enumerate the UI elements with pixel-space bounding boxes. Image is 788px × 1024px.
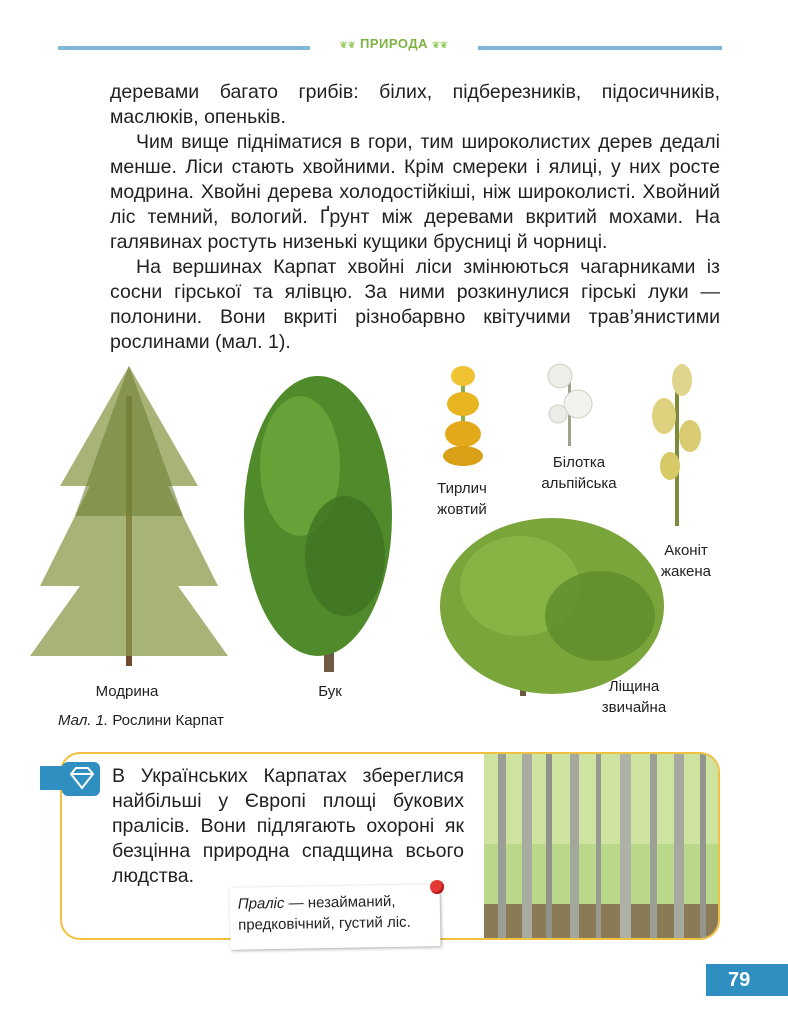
edelweiss-flower-image: [548, 364, 592, 446]
beech-forest-photo: [484, 754, 718, 938]
larch-label: Модрина: [95, 683, 159, 700]
hazel-label: Ліщина звичайна: [601, 678, 667, 716]
pin-icon: [430, 880, 444, 894]
definition-note: [229, 884, 440, 950]
fact-text: В Українських Карпатах збереглися найбільші у Європі площі букових пралісів. Вони підлягають охороні як безцінна природна спадщина всього людства.: [112, 765, 464, 887]
plants-illustration: [0, 356, 788, 706]
aconite-label: Аконіт жакена: [660, 542, 712, 580]
body-text: [110, 80, 720, 355]
larch-tree-image: [30, 366, 228, 666]
caption-ref: Мал. 1.: [58, 712, 109, 729]
paragraph: На вершинах Карпат хвойні ліси змінюються чагарниками із сосни гірської та ялівцю. За ними розкинулися гірські луки — полонини. Вони вкриті різнобарвно квітучими трав’янистими рослинами (мал. 1).: [110, 256, 720, 353]
leaf-ornament-icon: ❦❦: [339, 40, 356, 50]
hazel-bush-image: [440, 518, 664, 696]
figure-caption: [58, 712, 224, 729]
paragraph: Чим вище підніматися в гори, тим широколистих дерев дедалі менше. Ліси стають хвойними. Крім смереки і ялиці, у них росте модрина. Хвойні дерева холодостійкіші, ніж широколисті. Хвойний ліс темний, вологий. Ґрунт між деревами вкритий мохами. На галявинах ростуть низенькі кущики брусниці й чорниці.: [110, 131, 720, 253]
note-definition: — незайманий, предковічний, густий ліс.: [237, 892, 411, 934]
gentian-label: Тирлич жовтий: [437, 480, 487, 518]
header-rule-left: [58, 46, 310, 50]
section-header: [312, 36, 476, 51]
beech-label: Бук: [318, 683, 342, 700]
caption-text: Рослини Карпат: [112, 712, 224, 729]
section-title: ПРИРОДА: [360, 36, 428, 51]
leaf-ornament-icon: ❦❦: [432, 40, 449, 50]
header-rule-right: [478, 46, 722, 50]
beech-tree-image: [244, 376, 392, 672]
diamond-icon: [40, 760, 102, 798]
page-number: 79: [728, 969, 751, 991]
aconite-flower-image: [652, 364, 701, 526]
gentian-flower-image: [443, 366, 483, 466]
edelweiss-label: Білотка альпійська: [541, 454, 617, 492]
paragraph: деревами багато грибів: білих, підберезників, підосичників, маслюків, опеньків.: [110, 81, 720, 128]
note-term: Праліс: [237, 894, 285, 913]
